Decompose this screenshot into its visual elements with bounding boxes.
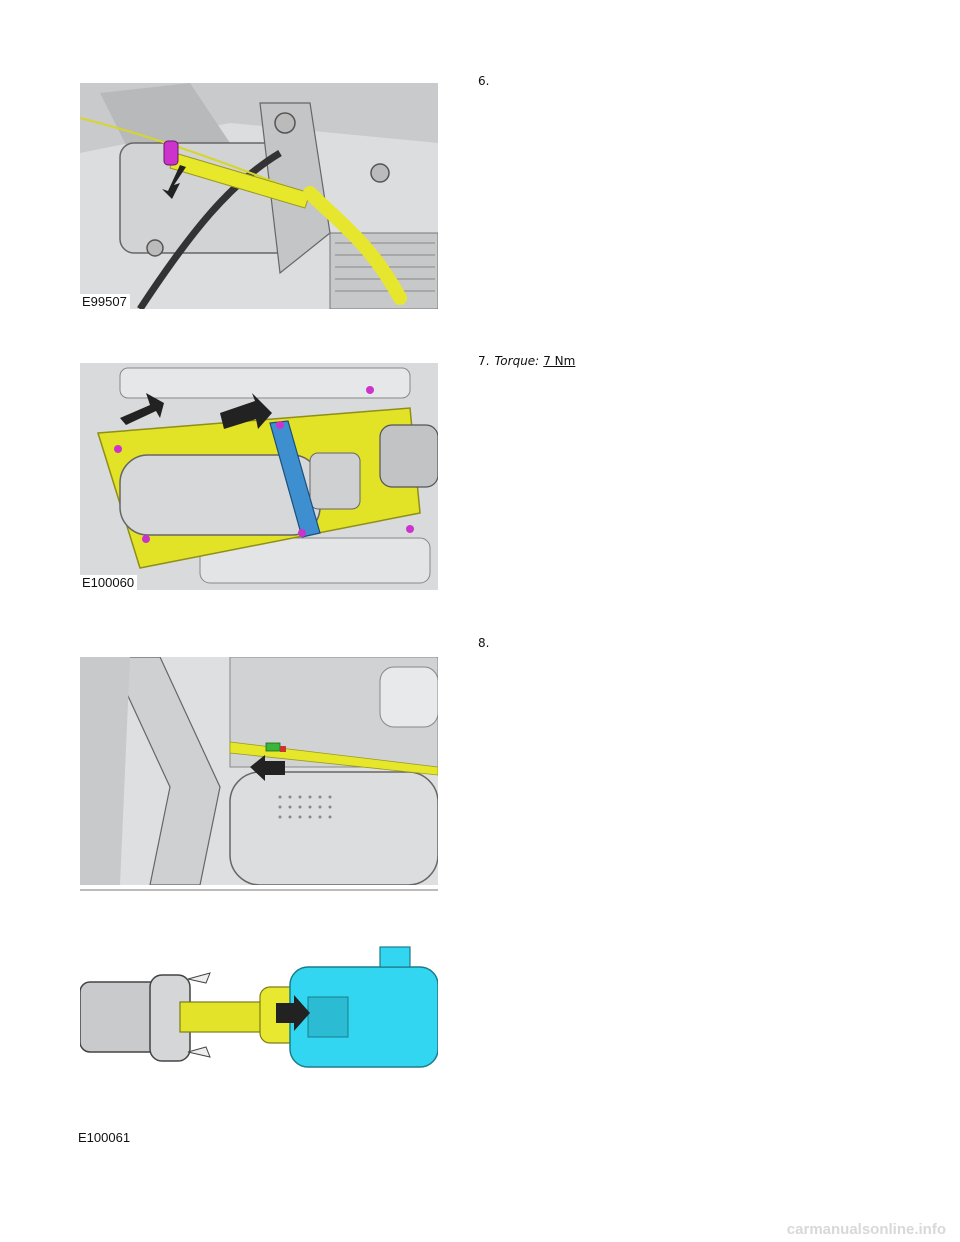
step-number: 8. — [478, 636, 490, 650]
step-number: 6. — [478, 74, 490, 88]
figure-label: E99507 — [80, 294, 130, 309]
figure-step-7 — [80, 363, 438, 590]
step-8 — [478, 636, 489, 650]
illustration-heat-shield-bracket — [80, 363, 438, 590]
watermark: carmanualsonline.info — [786, 1221, 946, 1238]
figure-label: E100061 — [78, 1130, 131, 1145]
figure-step-8-upper — [80, 657, 438, 885]
step-number: 7. — [478, 354, 490, 368]
torque-label: Torque: — [494, 354, 540, 368]
figure-step-6 — [80, 83, 438, 309]
step-6 — [478, 74, 489, 88]
bolt-icon — [142, 535, 150, 543]
step-7 — [478, 354, 575, 368]
illustration-connector-harness — [80, 657, 438, 885]
bolt-icon — [406, 525, 414, 533]
figure-label: E100060 — [80, 575, 137, 590]
bolt-icon — [298, 529, 306, 537]
clip-icon — [164, 141, 178, 165]
illustration-connector-disconnect — [80, 887, 438, 1077]
bolt-icon — [366, 386, 374, 394]
illustration-exhaust-sensor-clip — [80, 83, 438, 309]
bolt-icon — [114, 445, 122, 453]
bolt-icon — [276, 421, 284, 429]
figure-step-8-lower — [80, 887, 438, 1077]
torque-value: 7 Nm — [543, 354, 576, 368]
